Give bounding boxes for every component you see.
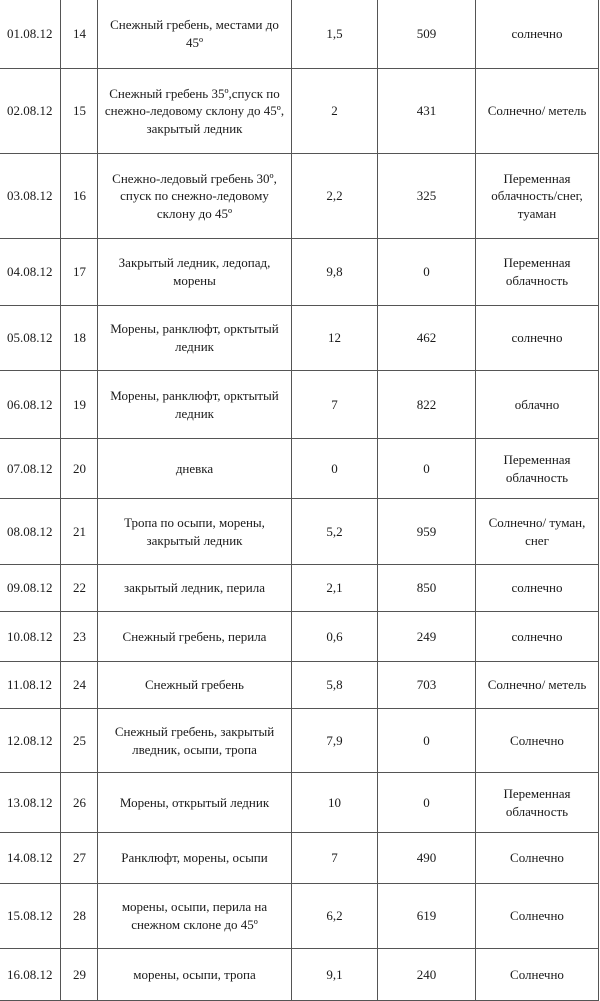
date-cell: 15.08.12 bbox=[0, 884, 61, 949]
table-row bbox=[0, 773, 599, 833]
weather-cell: Солнечно bbox=[476, 884, 599, 949]
distance-cell: 2,2 bbox=[292, 154, 378, 239]
day-number-cell: 21 bbox=[61, 499, 98, 565]
distance-cell: 5,8 bbox=[292, 662, 378, 709]
route-description-cell: морены, осыпи, перила на снежном склоне до 45º bbox=[98, 884, 292, 949]
route-description-cell: Ранклюфт, морены, осыпи bbox=[98, 833, 292, 884]
route-description-cell: морены, осыпи, тропа bbox=[98, 949, 292, 1001]
date-cell: 07.08.12 bbox=[0, 439, 61, 499]
weather-cell: Переменная облачность bbox=[476, 239, 599, 306]
date-cell: 08.08.12 bbox=[0, 499, 61, 565]
elevation-cell: 431 bbox=[378, 69, 476, 154]
day-number-cell: 23 bbox=[61, 612, 98, 662]
weather-cell: Солнечно bbox=[476, 833, 599, 884]
elevation-cell: 703 bbox=[378, 662, 476, 709]
date-cell: 13.08.12 bbox=[0, 773, 61, 833]
weather-cell: солнечно bbox=[476, 0, 599, 69]
day-number-cell: 25 bbox=[61, 709, 98, 773]
day-number-cell: 14 bbox=[61, 0, 98, 69]
weather-cell: Солнечно/ туман, снег bbox=[476, 499, 599, 565]
distance-cell: 7,9 bbox=[292, 709, 378, 773]
date-cell: 12.08.12 bbox=[0, 709, 61, 773]
elevation-cell: 249 bbox=[378, 612, 476, 662]
elevation-cell: 0 bbox=[378, 709, 476, 773]
route-description-cell: Снежный гребень, закрытый лведник, осыпи, тропа bbox=[98, 709, 292, 773]
distance-cell: 2,1 bbox=[292, 565, 378, 612]
day-number-cell: 19 bbox=[61, 371, 98, 439]
distance-cell: 9,8 bbox=[292, 239, 378, 306]
weather-cell: Переменная облачность/снег, туаман bbox=[476, 154, 599, 239]
weather-cell: солнечно bbox=[476, 565, 599, 612]
route-description-cell: Тропа по осыпи, морены, закрытый ледник bbox=[98, 499, 292, 565]
table-row bbox=[0, 949, 599, 1001]
elevation-cell: 0 bbox=[378, 439, 476, 499]
date-cell: 10.08.12 bbox=[0, 612, 61, 662]
elevation-cell: 822 bbox=[378, 371, 476, 439]
route-description-cell: Снежный гребень, местами до 45º bbox=[98, 0, 292, 69]
distance-cell: 10 bbox=[292, 773, 378, 833]
elevation-cell: 240 bbox=[378, 949, 476, 1001]
weather-cell: солнечно bbox=[476, 306, 599, 371]
distance-cell: 6,2 bbox=[292, 884, 378, 949]
distance-cell: 9,1 bbox=[292, 949, 378, 1001]
route-description-cell: Морены, открытый ледник bbox=[98, 773, 292, 833]
route-description-cell: Снежный гребень bbox=[98, 662, 292, 709]
weather-cell: Солнечно bbox=[476, 709, 599, 773]
day-number-cell: 22 bbox=[61, 565, 98, 612]
table-row bbox=[0, 565, 599, 612]
route-description-cell: закрытый ледник, перила bbox=[98, 565, 292, 612]
table-row bbox=[0, 69, 599, 154]
elevation-cell: 0 bbox=[378, 239, 476, 306]
distance-cell: 7 bbox=[292, 833, 378, 884]
elevation-cell: 325 bbox=[378, 154, 476, 239]
route-description-cell: Снежный гребень, перила bbox=[98, 612, 292, 662]
day-number-cell: 15 bbox=[61, 69, 98, 154]
distance-cell: 5,2 bbox=[292, 499, 378, 565]
date-cell: 01.08.12 bbox=[0, 0, 61, 69]
day-number-cell: 20 bbox=[61, 439, 98, 499]
route-description-cell: Закрытый ледник, ледопад, морены bbox=[98, 239, 292, 306]
route-description-cell: Морены, ранклюфт, орктытый ледник bbox=[98, 306, 292, 371]
day-number-cell: 27 bbox=[61, 833, 98, 884]
distance-cell: 7 bbox=[292, 371, 378, 439]
table-row bbox=[0, 612, 599, 662]
weather-cell: Переменная облачность bbox=[476, 439, 599, 499]
weather-cell: Солнечно/ метель bbox=[476, 69, 599, 154]
date-cell: 06.08.12 bbox=[0, 371, 61, 439]
table-row bbox=[0, 239, 599, 306]
elevation-cell: 509 bbox=[378, 0, 476, 69]
distance-cell: 2 bbox=[292, 69, 378, 154]
table-row bbox=[0, 439, 599, 499]
date-cell: 09.08.12 bbox=[0, 565, 61, 612]
elevation-cell: 0 bbox=[378, 773, 476, 833]
day-number-cell: 18 bbox=[61, 306, 98, 371]
elevation-cell: 850 bbox=[378, 565, 476, 612]
elevation-cell: 959 bbox=[378, 499, 476, 565]
route-description-cell: Морены, ранклюфт, орктытый ледник bbox=[98, 371, 292, 439]
table-row bbox=[0, 884, 599, 949]
weather-cell: Солнечно/ метель bbox=[476, 662, 599, 709]
date-cell: 04.08.12 bbox=[0, 239, 61, 306]
table-row bbox=[0, 499, 599, 565]
date-cell: 11.08.12 bbox=[0, 662, 61, 709]
route-description-cell: Снежно-ледовый гребень 30º, спуск по снежно-ледовому склону до 45º bbox=[98, 154, 292, 239]
date-cell: 03.08.12 bbox=[0, 154, 61, 239]
elevation-cell: 490 bbox=[378, 833, 476, 884]
weather-cell: солнечно bbox=[476, 612, 599, 662]
date-cell: 16.08.12 bbox=[0, 949, 61, 1001]
table-row bbox=[0, 662, 599, 709]
table-row bbox=[0, 371, 599, 439]
day-number-cell: 29 bbox=[61, 949, 98, 1001]
day-number-cell: 26 bbox=[61, 773, 98, 833]
day-number-cell: 24 bbox=[61, 662, 98, 709]
distance-cell: 12 bbox=[292, 306, 378, 371]
day-number-cell: 28 bbox=[61, 884, 98, 949]
date-cell: 05.08.12 bbox=[0, 306, 61, 371]
table-row bbox=[0, 709, 599, 773]
weather-cell: Солнечно bbox=[476, 949, 599, 1001]
table-row bbox=[0, 154, 599, 239]
day-number-cell: 17 bbox=[61, 239, 98, 306]
table-row bbox=[0, 833, 599, 884]
distance-cell: 1,5 bbox=[292, 0, 378, 69]
route-description-cell: дневка bbox=[98, 439, 292, 499]
route-description-cell: Снежный гребень 35º,спуск по снежно-ледовому склону до 45º, закрытый ледник bbox=[98, 69, 292, 154]
table-row bbox=[0, 306, 599, 371]
elevation-cell: 619 bbox=[378, 884, 476, 949]
elevation-cell: 462 bbox=[378, 306, 476, 371]
weather-cell: Переменная облачность bbox=[476, 773, 599, 833]
distance-cell: 0,6 bbox=[292, 612, 378, 662]
table-row bbox=[0, 0, 599, 69]
date-cell: 14.08.12 bbox=[0, 833, 61, 884]
day-number-cell: 16 bbox=[61, 154, 98, 239]
distance-cell: 0 bbox=[292, 439, 378, 499]
weather-cell: облачно bbox=[476, 371, 599, 439]
date-cell: 02.08.12 bbox=[0, 69, 61, 154]
